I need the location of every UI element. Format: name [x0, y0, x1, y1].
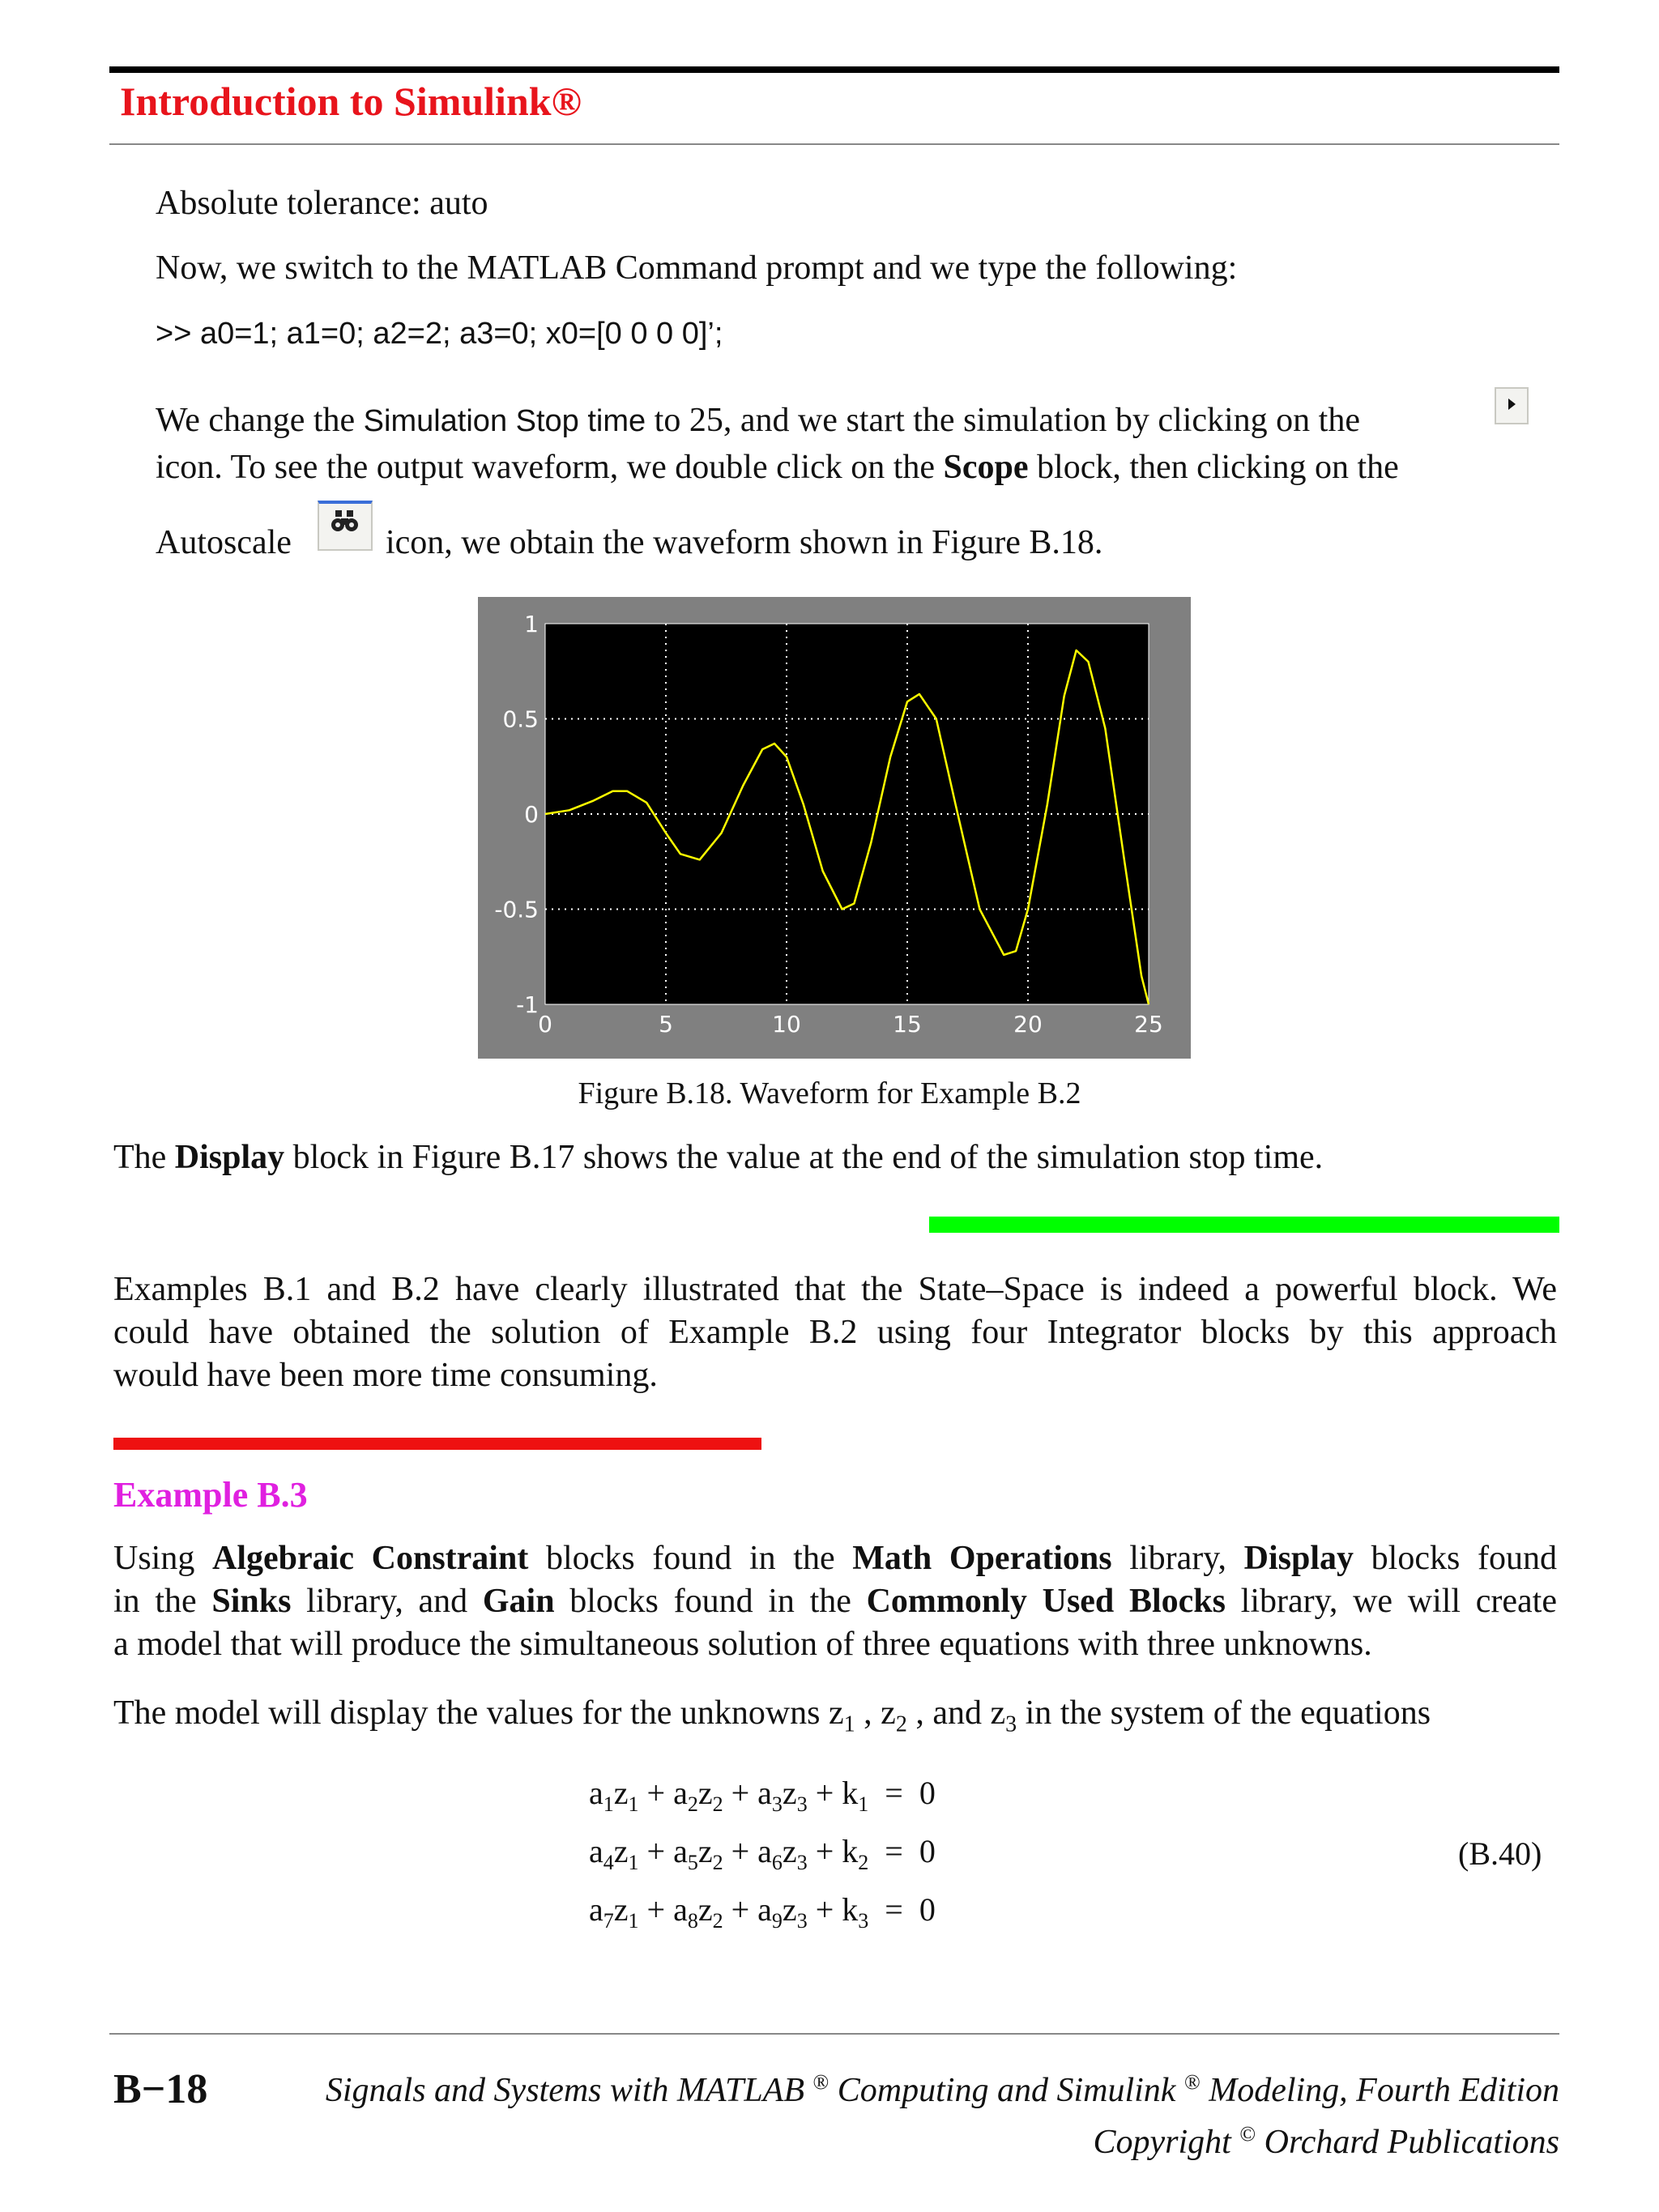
coef-subscript: 8 [687, 1909, 698, 1933]
text-span: block in Figure B.17 shows the value at the end of the simulation stop time. [284, 1139, 1324, 1176]
scope-figure [478, 597, 1191, 1059]
simulation-paragraph-line2 [156, 445, 1399, 489]
equation-number: (B.40) [1458, 1835, 1542, 1872]
x-tick-label: 0 [538, 1011, 552, 1038]
text-span: Computing and Simulink [829, 2072, 1176, 2109]
rhs: 0 [919, 1833, 936, 1869]
text-span: Using [113, 1540, 213, 1577]
begin-example-bar [113, 1438, 761, 1450]
chapter-title: Introduction to Simulink® [120, 79, 582, 124]
text-span: We change the [156, 402, 364, 439]
example-line2 [113, 1579, 1557, 1623]
x-tick-label: 25 [1134, 1011, 1163, 1038]
rhs: 0 [919, 1775, 936, 1811]
keyword: Gain [482, 1583, 555, 1620]
y-tick-label: -0.5 [494, 896, 539, 923]
y-tick-label: 1 [524, 611, 539, 637]
keyword: Algebraic Constraint [212, 1540, 529, 1577]
autoscale-paragraph-end: icon, we obtain the waveform shown in Figure B.18. [386, 524, 1103, 561]
tolerance-text: Absolute tolerance: auto [156, 185, 488, 222]
k-subscript: 3 [858, 1909, 869, 1933]
autoscale-button[interactable] [318, 501, 373, 551]
equation-row-2: $a_4z_1 + a_5z_2 + a_6z_3 + k_2 = 0$ [589, 1833, 936, 1874]
text-span: , and we start the simulation by clicking on the [723, 402, 1360, 439]
intro-paragraph: Now, we switch to the MATLAB Command prompt and we type the following: [156, 249, 1238, 287]
play-triangle-icon [1496, 389, 1527, 423]
unknowns-paragraph [113, 1691, 1431, 1746]
x-tick-label: 20 [1013, 1011, 1043, 1038]
subscript: 1 [843, 1711, 855, 1737]
keyword: Commonly Used Blocks [866, 1583, 1226, 1620]
coef-subscript: 5 [687, 1851, 698, 1874]
variable: z [881, 1694, 896, 1732]
binoculars-icon [319, 504, 371, 549]
subscript: 3 [1005, 1711, 1017, 1737]
text-span: Copyright [1093, 2124, 1231, 2161]
k-subscript: 2 [858, 1851, 869, 1874]
keyword: Sinks [211, 1583, 292, 1620]
matlab-command: >> a0=1; a1=0; a2=2; a3=0; x0=[0 0 0 0]’; [156, 317, 723, 351]
display-paragraph [113, 1136, 1323, 1179]
footer-rule [109, 2033, 1559, 2035]
coef-subscript: 7 [603, 1909, 614, 1933]
x-tick-label: 15 [893, 1011, 922, 1038]
text-span: Orchard Publications [1256, 2124, 1559, 2161]
text-span: Signals and Systems with MATLAB [325, 2072, 804, 2109]
equation-row-3: $a_7z_1 + a_8z_2 + a_9z_3 + k_3 = 0$ [589, 1891, 936, 1933]
summary-line2: could have obtained the solution of Example B.2 using four Integrator blocks by this approach [113, 1314, 1557, 1351]
coef-subscript: 3 [771, 1792, 783, 1816]
start-simulation-button[interactable] [1495, 387, 1529, 424]
autoscale-label: Autoscale [156, 524, 292, 561]
example-line3: a model that will produce the simultaneous solution of three equations with three unknowns. [113, 1626, 1372, 1663]
copyright-mark: © [1239, 2122, 1256, 2146]
rhs: 0 [919, 1891, 936, 1928]
coef-subscript: 9 [771, 1909, 783, 1933]
subscript: 2 [895, 1711, 907, 1737]
page-number: B−18 [113, 2066, 208, 2112]
coef-subscript: 4 [603, 1851, 614, 1874]
registered-mark: ® [812, 2070, 830, 2094]
text-span: library, we will create [1226, 1583, 1557, 1620]
text-span: in the [113, 1583, 212, 1620]
text-span: The [113, 1139, 175, 1176]
x-tick-label: 5 [659, 1011, 673, 1038]
text-span: Modeling, Fourth Edition [1200, 2072, 1559, 2109]
summary-line3: would have been more time consuming. [113, 1357, 658, 1394]
text-span: block, then clicking on the [1028, 449, 1399, 486]
text-span: library, and [291, 1583, 483, 1620]
text-span: in the system of the equations [1017, 1694, 1431, 1732]
header-rule-thin [109, 143, 1559, 145]
summary-line1: Examples B.1 and B.2 have clearly illustrated that the State–Space is indeed a powerful block. We [113, 1271, 1557, 1308]
coef-subscript: 2 [687, 1792, 698, 1816]
equation-row-1: $a_1z_1 + a_2z_2 + a_3z_3 + k_1 = 0$ [589, 1775, 936, 1816]
coef-subscript: 6 [771, 1851, 783, 1874]
coef-subscript: 1 [603, 1792, 614, 1816]
scope-keyword: Scope [943, 449, 1029, 486]
example-line1 [113, 1536, 1557, 1580]
text-span: blocks found [1354, 1540, 1557, 1577]
variable: z [990, 1694, 1006, 1732]
stop-time-value: 25 [689, 402, 723, 439]
text-span: to [646, 402, 689, 439]
keyword: Display [1243, 1540, 1354, 1577]
header-rule-thick [109, 66, 1559, 73]
display-keyword: Display [174, 1139, 285, 1176]
figure-caption: Figure B.18. Waveform for Example B.2 [578, 1076, 1081, 1110]
registered-mark: ® [1183, 2070, 1201, 2094]
x-tick-label: 10 [772, 1011, 801, 1038]
footer-copyright [1094, 2122, 1559, 2162]
text-span: blocks found in the [554, 1583, 867, 1620]
stop-time-label: Simulation Stop time [363, 404, 646, 438]
footer-book-title [326, 2070, 1559, 2110]
y-tick-label: 0.5 [502, 705, 539, 733]
text-span: , and [906, 1694, 991, 1732]
y-tick-label: -1 [516, 991, 539, 1018]
keyword: Math Operations [852, 1540, 1112, 1577]
end-example-bar [929, 1217, 1559, 1233]
text-span: library, [1111, 1540, 1244, 1577]
text-span: , [855, 1694, 881, 1732]
text-span: blocks found in the [528, 1540, 853, 1577]
y-tick-label: 0 [524, 801, 539, 828]
simulation-paragraph-line1 [156, 399, 1360, 443]
example-title: Example B.3 [113, 1475, 308, 1515]
scope-plot [478, 597, 1191, 1059]
text-span: The model will display the values for the unknowns [113, 1694, 830, 1732]
variable: z [829, 1694, 844, 1732]
k-subscript: 1 [858, 1792, 869, 1816]
text-span: icon. To see the output waveform, we double click on the [156, 449, 944, 486]
